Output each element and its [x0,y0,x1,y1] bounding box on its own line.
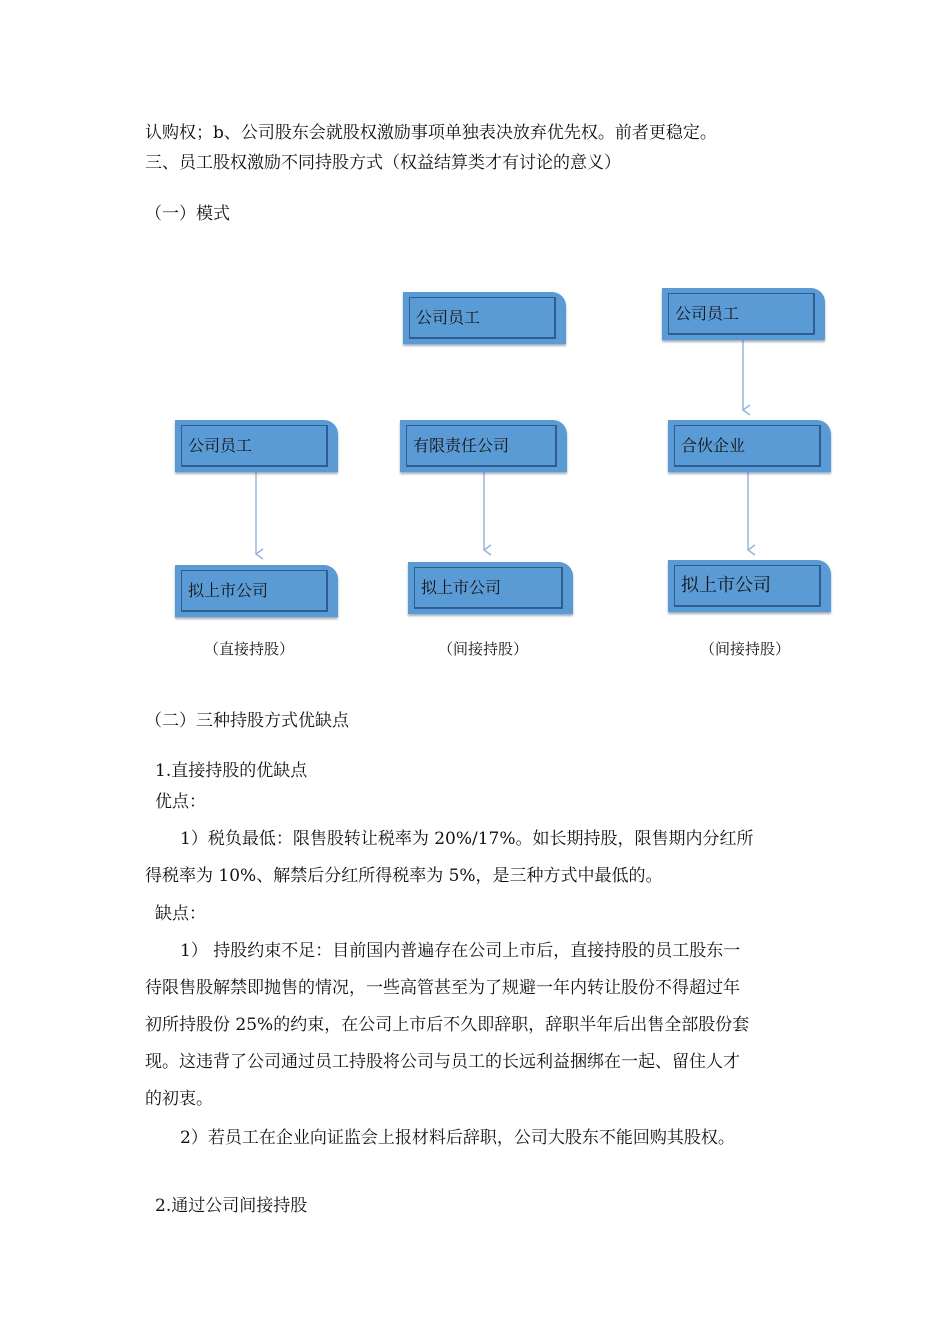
cons-item-1-line4: 现。这违背了公司通过员工持股将公司与员工的长远利益捆绑在一起、留住人才 [145,1052,740,1072]
box-col2-employee [403,292,566,344]
box-col3-employee [662,288,825,340]
paragraph-continuation: 认购权；b、公司股东会就股权激励事项单独表决放弃优先权。前者更稳定。 [145,123,717,143]
label-pros: 优点： [155,792,206,812]
section-heading-three: 三、员工股权激励不同持股方式（权益结算类才有讨论的意义） [145,153,621,173]
caption-direct: （直接持股） [204,640,295,658]
item-heading-direct: 1.直接持股的优缺点 [155,761,308,781]
cons-item-1-line2: 待限售股解禁即抛售的情况，一些高管甚至为了规避一年内转让股份不得超过年 [145,978,740,998]
box-col3-target-company [668,560,831,612]
box-label: 有限责任公司 [406,425,557,467]
box-col1-target-company [175,565,338,617]
subsection-heading-pros-cons: （二）三种持股方式优缺点 [145,711,349,731]
label-cons: 缺点： [155,904,206,924]
box-label: 拟上市公司 [674,565,821,607]
box-label: 拟上市公司 [181,570,328,612]
box-col2-target-company [408,562,573,614]
box-label: 公司员工 [181,425,328,467]
cons-item-2: 2）若员工在企业向证监会上报材料后辞职，公司大股东不能回购其股权。 [180,1128,735,1148]
box-label: 公司员工 [409,297,556,339]
box-label: 拟上市公司 [414,567,563,609]
caption-indirect-partnership: （间接持股） [700,640,791,658]
box-col3-partnership [668,420,831,472]
box-col2-llc [400,420,567,472]
box-label: 公司员工 [668,293,815,335]
item-heading-indirect-company: 2.通过公司间接持股 [155,1196,308,1216]
cons-item-1-line3: 初所持股份 25%的约束，在公司上市后不久即辞职，辞职半年后出售全部股份套 [145,1015,750,1035]
cons-item-1-line1: 1） 持股约束不足：目前国内普遍存在公司上市后，直接持股的员工股东一 [180,941,741,961]
box-col1-employee [175,420,338,472]
subsection-heading-mode: （一）模式 [145,204,230,224]
cons-item-1-line5: 的初衷。 [145,1089,213,1109]
box-label: 合伙企业 [674,425,821,467]
pros-item-1-line1: 1）税负最低：限售股转让税率为 20%/17%。如长期持股，限售期内分红所 [180,829,754,849]
caption-indirect-llc: （间接持股） [438,640,529,658]
pros-item-1-line2: 得税率为 10%、解禁后分红所得税率为 5%，是三种方式中最低的。 [145,866,663,886]
